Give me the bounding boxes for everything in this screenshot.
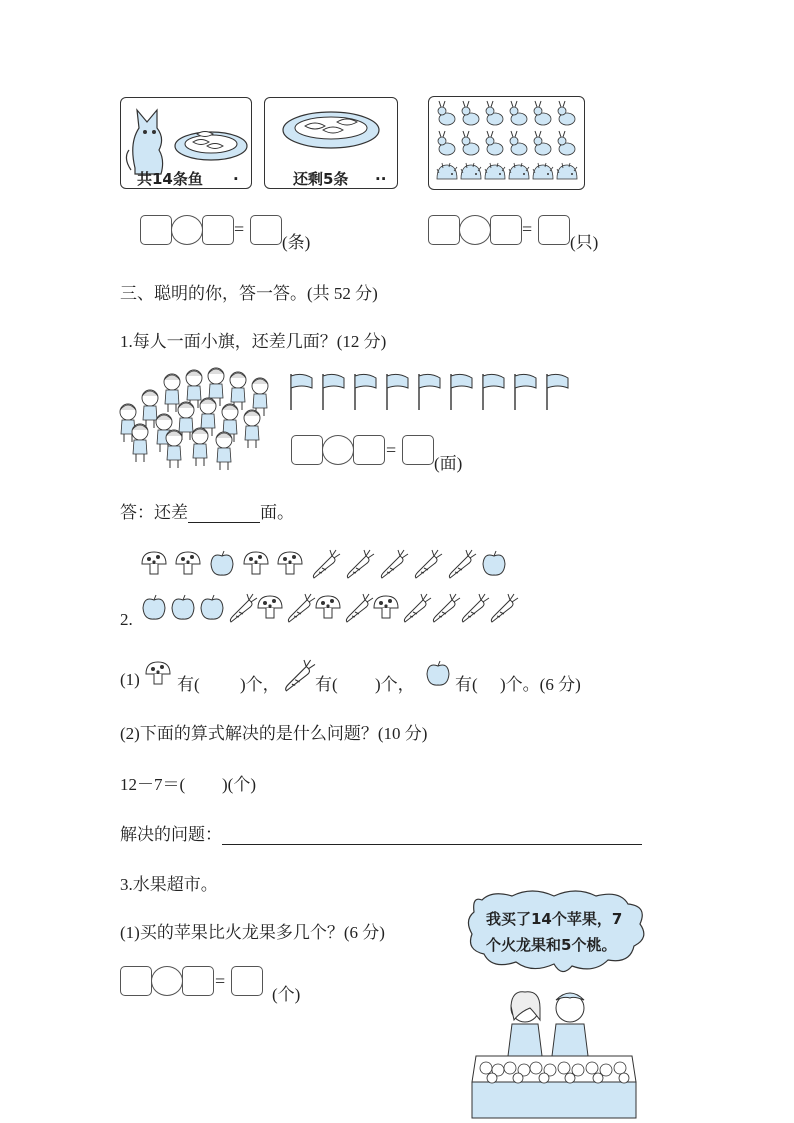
eq2-box-1[interactable] bbox=[428, 215, 460, 245]
hedgehog-icon bbox=[437, 163, 457, 179]
q3-box-1[interactable] bbox=[120, 966, 152, 996]
children-group-icon bbox=[120, 370, 275, 475]
q1-unit: (面) bbox=[434, 454, 463, 473]
q2-part1-end: )个。(6 分) bbox=[500, 675, 581, 694]
q2-problem-blank[interactable] bbox=[222, 826, 642, 845]
mushroom-icon bbox=[142, 552, 166, 574]
q1-equals: = bbox=[386, 440, 397, 460]
rabbit-icon bbox=[558, 101, 575, 125]
apple-icon bbox=[211, 551, 233, 575]
carrot-icon bbox=[449, 550, 476, 578]
eq2-result-box[interactable] bbox=[538, 215, 570, 245]
q3-unit: (个) bbox=[272, 985, 301, 1004]
q3-title: 3.水果超市。 bbox=[120, 875, 218, 894]
carrot-icon bbox=[230, 594, 257, 622]
child-icon bbox=[192, 428, 208, 466]
q3-box-2[interactable] bbox=[182, 966, 214, 996]
panel1-caption: 共14条鱼 bbox=[137, 170, 203, 188]
hedgehog-icon bbox=[509, 163, 529, 179]
rabbit-icon bbox=[462, 101, 479, 125]
hedgehog-icon bbox=[557, 163, 577, 179]
q2-part1 bbox=[120, 670, 140, 690]
rabbit-icon bbox=[534, 101, 551, 125]
q2-sep-2: )个， bbox=[375, 675, 415, 694]
fruit-stall-scene bbox=[470, 986, 638, 1120]
hedgehog-icon bbox=[485, 163, 505, 179]
rabbit-icon bbox=[510, 101, 527, 125]
q2-have-1: 有( bbox=[177, 675, 200, 694]
mushroom-icon bbox=[176, 552, 200, 574]
rabbits-panel bbox=[428, 96, 585, 190]
carrot-icon bbox=[404, 594, 431, 622]
bubble-text bbox=[486, 906, 622, 958]
rabbit-icon bbox=[534, 131, 551, 155]
q1-box-1[interactable] bbox=[291, 435, 323, 465]
bubble-line-2: 个火龙果和5个桃。 bbox=[486, 936, 617, 954]
flag-icon bbox=[355, 374, 376, 410]
panel2-caption: 还剩5条 bbox=[293, 170, 349, 188]
section-3-heading: 三、聪明的你，答一答。(共 52 分) bbox=[120, 284, 378, 303]
apple-icon bbox=[424, 660, 454, 688]
rabbit-icon bbox=[510, 131, 527, 155]
bubble-line-1: 我买了14个苹果，7 bbox=[486, 910, 623, 928]
q2-have-2: 有( bbox=[315, 675, 338, 694]
q2-number: 2. bbox=[120, 610, 133, 629]
child-icon bbox=[244, 410, 260, 448]
child-icon bbox=[166, 430, 182, 468]
q1-answer-blank[interactable] bbox=[188, 504, 260, 523]
eq2-equals: = bbox=[522, 219, 533, 239]
eq1-box-2[interactable] bbox=[202, 215, 234, 245]
apple-icon bbox=[172, 595, 194, 619]
eq2-box-2[interactable] bbox=[490, 215, 522, 245]
q2-problem-label: 解决的问题： bbox=[120, 825, 222, 844]
q3-part1: (1)买的苹果比火龙果多几个？(6 分) bbox=[120, 923, 385, 942]
q1-answer bbox=[120, 498, 294, 523]
child-icon bbox=[132, 424, 148, 462]
hedgehog-icon bbox=[461, 163, 481, 179]
rabbit-icon bbox=[486, 101, 503, 125]
mushroom-icon bbox=[316, 596, 340, 618]
rabbit-icon bbox=[438, 131, 455, 155]
mushroom-icon bbox=[278, 552, 302, 574]
flag-icon bbox=[291, 374, 312, 410]
items-row-1 bbox=[140, 548, 520, 582]
q1-circle[interactable] bbox=[322, 435, 354, 465]
eq1-circle[interactable] bbox=[171, 215, 203, 245]
apple-icon bbox=[201, 595, 223, 619]
q1-answer-suffix: 面。 bbox=[260, 503, 294, 522]
flag-icon bbox=[451, 374, 472, 410]
mushroom-icon bbox=[258, 596, 282, 618]
q1-answer-prefix: 答：还差 bbox=[120, 503, 188, 522]
flags-row-icon bbox=[288, 372, 578, 414]
flag-icon bbox=[547, 374, 568, 410]
q3-equals: = bbox=[215, 971, 226, 991]
eq1-unit: (条) bbox=[282, 233, 311, 252]
rabbit-icon bbox=[438, 101, 455, 125]
apple-icon bbox=[143, 595, 165, 619]
flag-icon bbox=[419, 374, 440, 410]
cat-fish-panel bbox=[120, 97, 252, 189]
carrot-icon bbox=[288, 594, 315, 622]
q2-have-3: 有( bbox=[455, 675, 478, 694]
eq1-result-box[interactable] bbox=[250, 215, 282, 245]
q3-circle[interactable] bbox=[151, 966, 183, 996]
apple-icon bbox=[483, 551, 505, 575]
carrot-icon bbox=[491, 594, 518, 622]
flag-icon bbox=[323, 374, 344, 410]
hedgehog-icon bbox=[533, 163, 553, 179]
q2-sep-1: )个， bbox=[240, 675, 280, 694]
q3-result-box[interactable] bbox=[231, 966, 263, 996]
q1-title: 1.每人一面小旗，还差几面？(12 分) bbox=[120, 332, 387, 351]
child-icon bbox=[164, 374, 180, 412]
rabbits-icon bbox=[429, 97, 584, 189]
carrot-icon bbox=[280, 652, 314, 694]
items-row-2 bbox=[140, 592, 520, 626]
q2-formula-end: )(个) bbox=[222, 775, 256, 794]
eq1-equals: = bbox=[234, 219, 245, 239]
carrot-icon bbox=[415, 550, 442, 578]
panel2-dot: .. bbox=[375, 166, 387, 184]
fish-plate-panel bbox=[264, 97, 398, 189]
carrot-icon bbox=[346, 594, 373, 622]
rabbit-icon bbox=[462, 131, 479, 155]
carrot-icon bbox=[433, 594, 460, 622]
mushroom-icon bbox=[374, 596, 398, 618]
q2-problem bbox=[120, 820, 642, 845]
mushroom-icon bbox=[244, 552, 268, 574]
q2-part2-title: (2)下面的算式解决的是什么问题？(10 分) bbox=[120, 724, 428, 743]
carrot-icon bbox=[381, 550, 408, 578]
q1-result-box[interactable] bbox=[402, 435, 434, 465]
child-icon bbox=[216, 432, 232, 470]
carrot-icon bbox=[313, 550, 340, 578]
mushroom-icon bbox=[144, 660, 174, 686]
eq2-unit: (只) bbox=[570, 233, 599, 252]
q1-box-2[interactable] bbox=[353, 435, 385, 465]
carrot-icon bbox=[347, 550, 374, 578]
rabbit-icon bbox=[558, 131, 575, 155]
flag-icon bbox=[515, 374, 536, 410]
eq1-box-1[interactable] bbox=[140, 215, 172, 245]
rabbit-icon bbox=[486, 131, 503, 155]
carrot-icon bbox=[462, 594, 489, 622]
eq2-circle[interactable] bbox=[459, 215, 491, 245]
flag-icon bbox=[483, 374, 504, 410]
panel1-dot: . bbox=[233, 166, 239, 184]
q2-part1-prefix: (1) bbox=[120, 670, 140, 689]
q2-formula: 12－7＝( bbox=[120, 775, 186, 794]
flag-icon bbox=[387, 374, 408, 410]
